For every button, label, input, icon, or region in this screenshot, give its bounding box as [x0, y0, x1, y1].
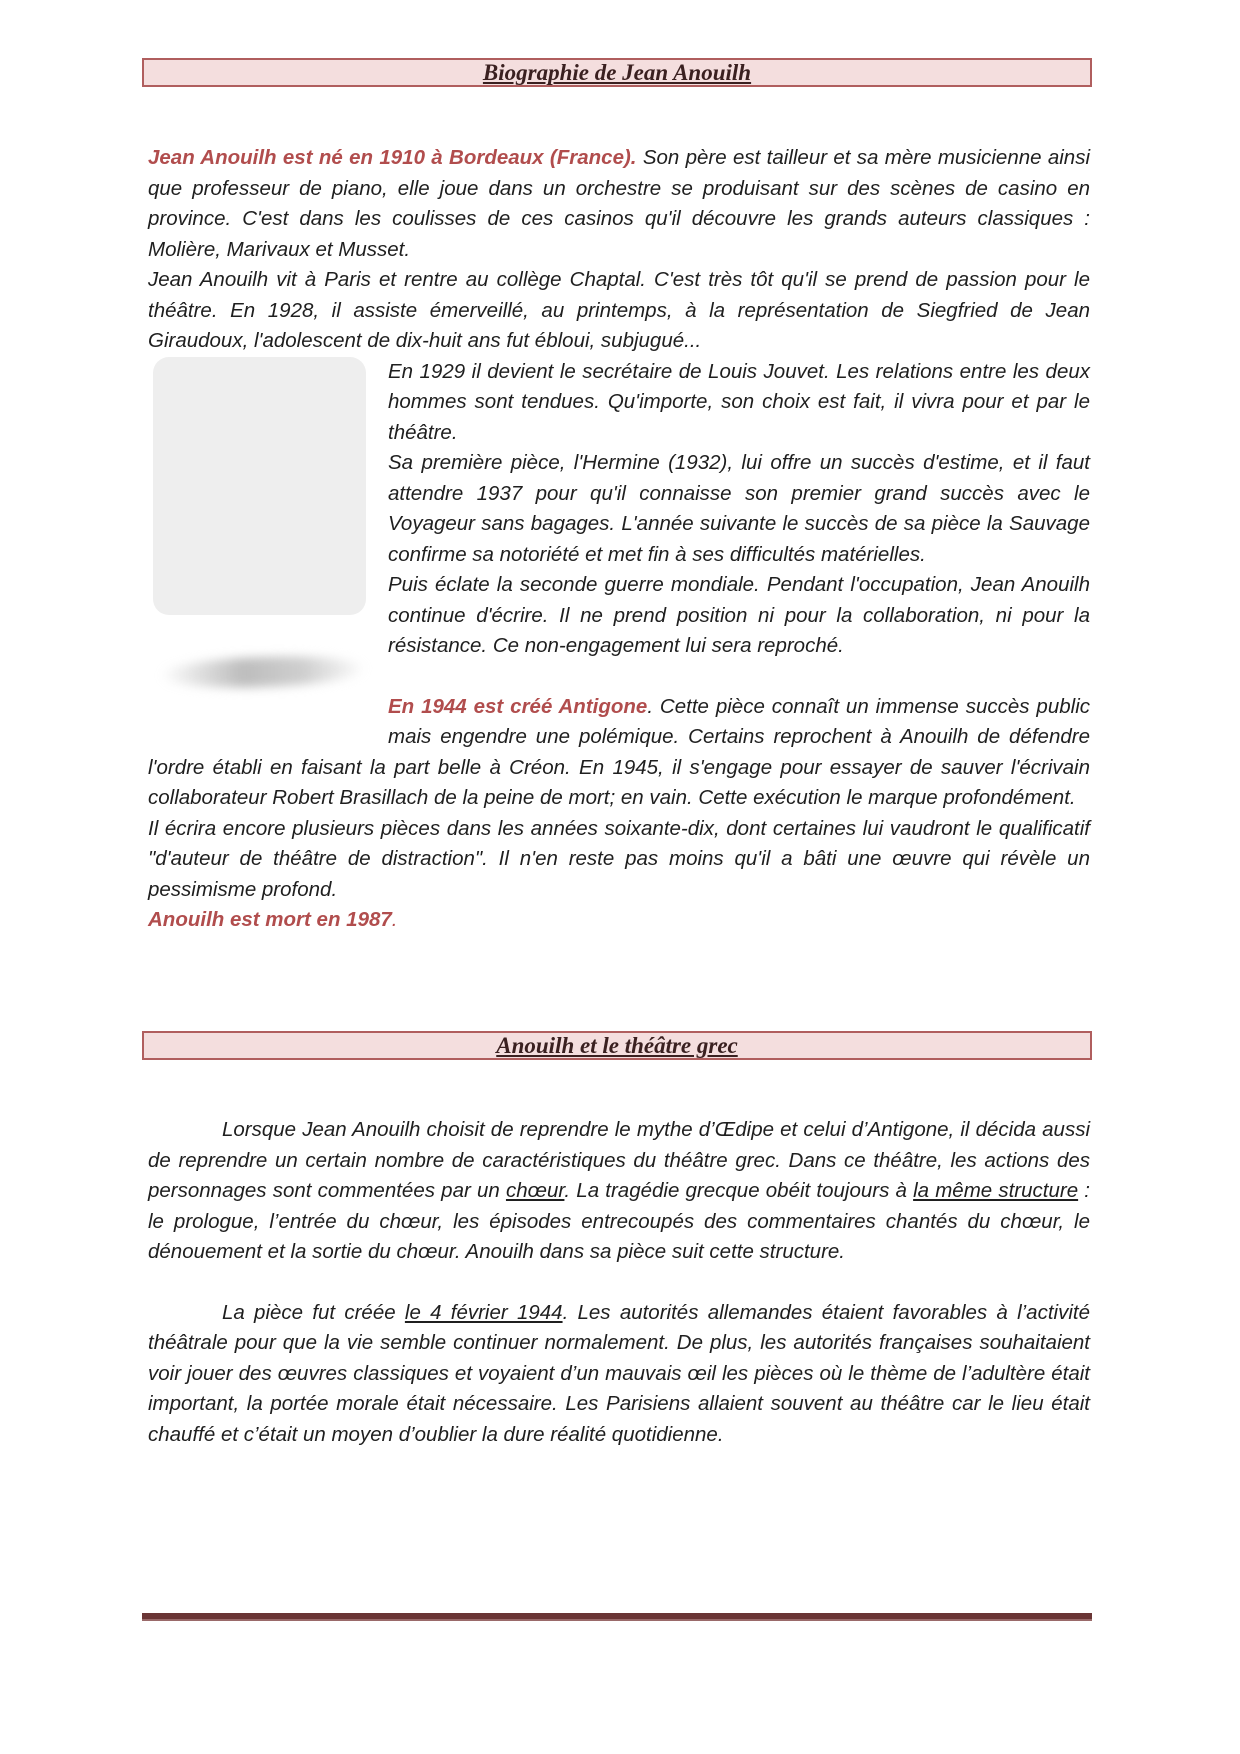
- author-photo-placeholder: [148, 357, 384, 745]
- greek-text-a: Lorsque Jean Anouilh choisit de reprendre le mythe d’Œdipe et celui d’Antigone, il décida aussi de reprendre un certain nombre de caractéristiques du théâtre grec. Dans ce théâtre, les actions des personnages sont commentées par un: [148, 1118, 1090, 1202]
- spacer: [148, 1268, 1090, 1298]
- greek-text-b: . La tragédie grecque obéit toujours à: [564, 1179, 914, 1202]
- section-title-biography: [142, 58, 1092, 87]
- photo-shadow: [160, 653, 367, 690]
- intro-paragraph: [148, 143, 1090, 265]
- section-title-greek-theatre-text: Anouilh et le théâtre grec: [496, 1033, 738, 1058]
- greek-text-c: : le prologue, l’entrée du chœur, les épisodes entrecoupés des commentaires chantés du chœur, le dénouement et la sortie du chœur. Anouilh dans sa pièce suit cette structure.: [148, 1179, 1090, 1263]
- premiere-text-b: . Les autorités allemandes étaient favorables à l’activité théâtrale pour que la vie semble continuer normalement. De plus, les autorités françaises souhaitaient voir jouer des œuvres classiques et voyaient d’un mauvais œil les pièces où le thème de l’adultère était important, la portée morale était nécessaire. Les Parisiens allaient souvent au théâtre car le lieu était chauffé et c’était un moyen d’oublier la dure réalité quotidienne.: [148, 1300, 1090, 1446]
- premiere-text-a: La pièce fut créée: [222, 1300, 405, 1324]
- paragraph-jouvet: En 1929 il devient le secrétaire de Louis Jouvet. Les relations entre les deux hommes sont tendues. Qu'importe, son choix est fait, il vivra pour et par le théâtre.: [388, 359, 1090, 444]
- biography-body: [148, 143, 1090, 936]
- section-title-greek-theatre: [142, 1031, 1092, 1060]
- structure-underlined: la même structure: [913, 1179, 1079, 1202]
- paragraph-premiere: [148, 1298, 1090, 1451]
- birth-highlight: Jean Anouilh est né en 1910 à Bordeaux (France).: [148, 146, 637, 169]
- antigone-highlight: En 1944 est créé Antigone: [388, 694, 648, 718]
- antigone-text: . Cette pièce connaît un immense succès public mais engendre une polémique. Certains reprochent à Anouilh de défendre l'ordre établi en faisant la part belle à Créon. En 1945, il s'engage pour essayer de sauver l'écrivain collaborateur Robert Brasillach de la peine de mort; en vain. Cette exécution le marque profondément.: [148, 694, 1090, 809]
- paragraph-first-plays: Sa première pièce, l'Hermine (1932), lui offre un succès d'estime, et il faut attendre 1937 pour qu'il connaisse son premier grand succès avec le Voyageur sans bagages. L'année suivante le succès de sa pièce la Sauvage confirme sa notoriété et met fin à ses difficultés matérielles.: [388, 451, 1090, 566]
- death-period: .: [391, 908, 398, 931]
- paragraph-greek-structure: [148, 1115, 1090, 1268]
- paragraph-paris: Jean Anouilh vit à Paris et rentre au collège Chaptal. C'est très tôt qu'il se prend de passion pour le théâtre. En 1928, il assiste émerveillé, au printemps, à la représentation de Siegfried de Jean Giraudoux, l'adolescent de dix-huit ans fut ébloui, subjugué...: [148, 268, 1090, 352]
- intro-text: Son père est tailleur et sa mère musicienne ainsi que professeur de piano, elle joue dans un orchestre se produisant sur des scènes de casino en province. C'est dans les coulisses de ces casinos qu'il découvre les grands auteurs classiques : Molière, Marivaux et Musset.: [148, 146, 1091, 261]
- greek-theatre-body: [148, 1115, 1090, 1450]
- choeur-underlined: chœur: [505, 1179, 565, 1202]
- paragraph-later-plays: Il écrira encore plusieurs pièces dans les années soixante-dix, dont certaines lui vaudront le qualificatif "d'auteur de théâtre de distraction". Il n'en reste pas moins qu'il a bâti une œuvre qui révèle un pessimisme profond.: [148, 816, 1090, 901]
- section-title-biography-text: Biographie de Jean Anouilh: [482, 60, 752, 85]
- paragraph-death: [148, 905, 1090, 936]
- premiere-date-underlined: le 4 février 1944: [404, 1300, 563, 1324]
- death-highlight: Anouilh est mort en 1987: [148, 908, 392, 931]
- paragraph-war: Puis éclate la seconde guerre mondiale. Pendant l'occupation, Jean Anouilh continue d'écrire. Il ne prend position ni pour la collaboration, ni pour la résistance. Ce non-engagement lui sera reproché.: [388, 573, 1090, 657]
- photo-frame: [153, 357, 366, 615]
- footer-divider: [142, 1613, 1092, 1621]
